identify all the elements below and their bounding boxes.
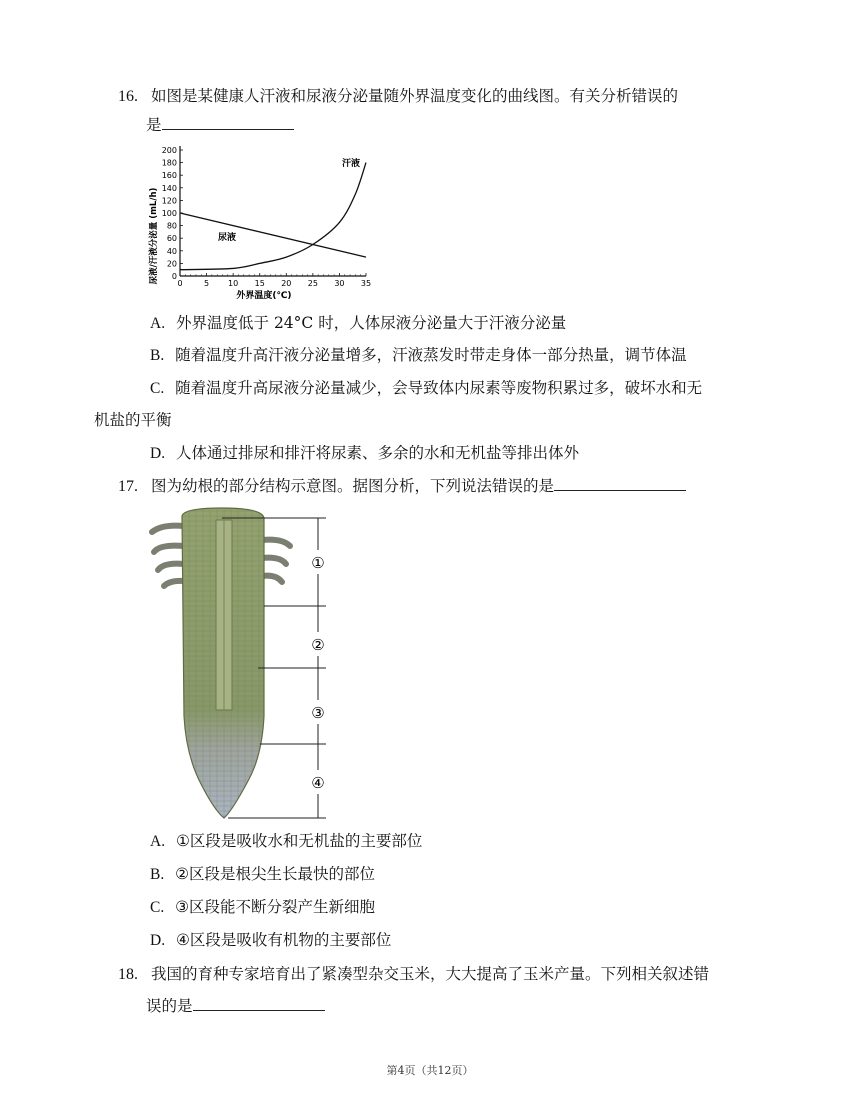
y-tick-label: 140	[161, 183, 177, 193]
x-tick-label: 0	[177, 279, 183, 288]
q16-option-c[interactable]	[150, 376, 702, 398]
y-tick-label: 120	[161, 196, 177, 206]
root-hairs-left	[152, 526, 184, 586]
x-tick-label: 15	[254, 279, 265, 288]
q17-option-a[interactable]	[150, 829, 422, 851]
q16-option-a[interactable]	[150, 311, 566, 333]
option-text: 外界温度低于 24°C 时，人体尿液分泌量大于汗液分泌量	[176, 314, 567, 332]
q18-stem-line2	[146, 994, 325, 1016]
option-text: ④区段是吸收有机物的主要部位	[176, 931, 392, 949]
x-axis-label: 外界温度(℃)	[236, 291, 292, 301]
option-text: 人体通过排尿和排汗将尿素、多余的水和无机盐等排出体外	[176, 444, 580, 462]
y-tick-label: 0	[171, 272, 177, 281]
zone-label-4: ④	[311, 774, 325, 792]
q16-stem-line1	[118, 84, 678, 106]
question-text: 我国的育种专家培育出了紧凑型杂交玉米，大大提高了玉米产量。下列相关叙述错	[150, 965, 709, 983]
q16-option-c-cont	[94, 408, 172, 430]
series-label-sweat: 汗液	[342, 159, 361, 169]
y-tick-label: 180	[161, 158, 177, 168]
option-text: 机盐的平衡	[94, 411, 172, 429]
y-tick-label: 80	[166, 221, 177, 231]
option-text: ①区段是吸收水和无机盐的主要部位	[176, 832, 423, 850]
option-letter: D.	[150, 445, 166, 462]
q16-stem-line2	[146, 113, 294, 135]
series-label-urine: 尿液	[218, 233, 237, 243]
question-text: 是	[146, 116, 162, 134]
y-tick-label: 160	[161, 171, 177, 181]
option-letter: B.	[150, 347, 165, 364]
x-tick-label: 5	[204, 279, 210, 288]
y-tick-label: 40	[166, 246, 177, 256]
option-letter: A.	[150, 315, 166, 332]
y-tick-label: 200	[161, 146, 177, 155]
option-text: 随着温度升高尿液分泌量减少，会导致体内尿素等废物积累过多，破坏水和无	[175, 379, 703, 397]
x-tick-label: 30	[334, 279, 345, 288]
option-letter: C.	[150, 899, 165, 916]
x-tick-label: 25	[307, 279, 318, 288]
question-text: 误的是	[146, 997, 193, 1015]
q17-option-c[interactable]	[150, 895, 375, 917]
option-letter: C.	[150, 380, 165, 397]
q16-option-b[interactable]	[150, 343, 687, 365]
option-letter: B.	[150, 866, 165, 883]
root-hairs-right	[262, 540, 290, 582]
x-tick-label: 10	[228, 279, 239, 288]
x-tick-label: 20	[281, 279, 292, 288]
q18-stem-line1	[118, 962, 709, 984]
page-footer: 第4页（共12页）	[386, 1064, 474, 1077]
answer-blank[interactable]	[193, 994, 325, 1011]
zone-label-2: ②	[311, 636, 325, 654]
zone-label-1: ①	[311, 554, 325, 572]
question-number: 16.	[118, 88, 138, 105]
answer-blank[interactable]	[554, 474, 686, 491]
q17-stem	[118, 474, 686, 496]
y-tick-label: 60	[166, 234, 177, 244]
answer-blank[interactable]	[162, 113, 294, 130]
option-text: ③区段能不断分裂产生新细胞	[175, 898, 376, 916]
y-axis-label: 尿液/汗液分泌量 (mL/h)	[149, 187, 159, 285]
option-text: 随着温度升高汗液分泌量增多，汗液蒸发时带走身体一部分热量，调节体温	[175, 346, 687, 364]
option-letter: A.	[150, 833, 166, 850]
option-text: ②区段是根尖生长最快的部位	[175, 865, 376, 883]
option-letter: D.	[150, 932, 166, 949]
root-tip-diagram	[140, 506, 340, 826]
question-number: 18.	[118, 966, 138, 983]
question-text: 图为幼根的部分结构示意图。据图分析，下列说法错误的是	[150, 477, 554, 495]
q17-option-b[interactable]	[150, 862, 375, 884]
question-number: 17.	[118, 478, 138, 495]
y-tick-label: 20	[166, 259, 177, 269]
question-text: 如图是某健康人汗液和尿液分泌量随外界温度变化的曲线图。有关分析错误的	[150, 87, 678, 105]
y-tick-label: 100	[161, 209, 177, 218]
q17-option-d[interactable]	[150, 928, 391, 950]
x-tick-label: 35	[360, 279, 372, 288]
zone-label-3: ③	[311, 704, 325, 722]
q16-chart	[146, 140, 376, 302]
q16-option-d[interactable]	[150, 441, 579, 463]
